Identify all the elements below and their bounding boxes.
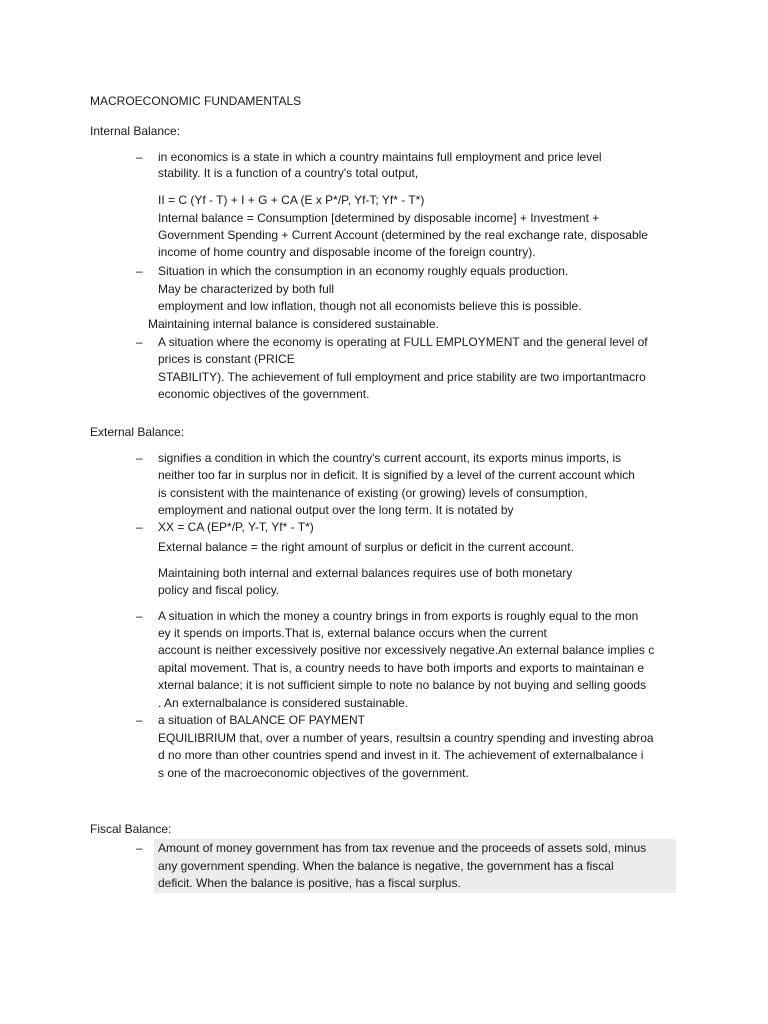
text-line: employment and national output over the long term. It is notated by [158,503,514,517]
text-line: Amount of money government has from tax revenue and the proceeds of assets sold, minus [158,841,647,855]
bullet-dash: – [136,451,143,465]
text-line: Government Spending + Current Account (determined by the real exchange rate, disposable [158,228,648,242]
text-line: income of home country and disposable income of the foreign country). [158,245,536,259]
text-line: economic objectives of the government. [158,387,370,401]
text-line: ey it spends on imports.That is, external balance occurs when the current [158,626,547,640]
internal-balance-heading: Internal Balance: [90,124,181,138]
text-line: Situation in which the consumption in an economy roughly equals production. [158,264,569,278]
text-line: A situation in which the money a country brings in from exports is roughly equal to the mon [158,609,639,623]
text-line: apital movement. That is, a country needs to have both imports and exports to maintainan e [158,661,645,675]
text-line: Maintaining both internal and external balances requires use of both monetary [158,566,573,580]
text-line: stability. It is a function of a country's total output, [158,166,419,180]
text-line: . An externalbalance is considered sustainable. [158,696,409,710]
text-line: Internal balance = Consumption [determined by disposable income] + Investment + [158,211,600,225]
text-line: May be characterized by both full [158,282,335,296]
bullet-dash: – [136,609,143,623]
text-line: d no more than other countries spend and invest in it. The achievement of externalbalance i [158,748,644,762]
bullet-dash: – [136,264,143,278]
text-line: Maintaining internal balance is considered sustainable. [148,317,439,331]
bullet-dash: – [136,520,143,534]
text-line: any government spending. When the balance is negative, the government has a fiscal [158,859,614,873]
text-line: neither too far in surplus nor in deficit. It is signified by a level of the current account which [158,468,635,482]
text-line: employment and low inflation, though not all economists believe this is possible. [158,299,582,313]
text-line: s one of the macroeconomic objectives of the government. [158,766,469,780]
text-line: prices is constant (PRICE [158,352,295,366]
external-balance-equation: XX = CA (EP*/P, Y-T, Yf* - T*) [158,520,314,534]
bullet-dash: – [136,335,143,349]
bullet-dash: – [136,150,143,164]
external-balance-heading: External Balance: [90,425,185,439]
text-line: a situation of BALANCE OF PAYMENT [158,713,365,727]
text-line: EQUILIBRIUM that, over a number of years, resultsin a country spending and investing abroa [158,731,654,745]
text-line: policy and fiscal policy. [158,583,280,597]
text-line: signifies a condition in which the country's current account, its exports minus imports, is [158,451,622,465]
text-line: is consistent with the maintenance of existing (or growing) levels of consumption, [158,486,588,500]
document-title: MACROECONOMIC FUNDAMENTALS [90,94,302,108]
text-line: deficit. When the balance is positive, has a fiscal surplus. [158,876,461,890]
text-line: A situation where the economy is operating at FULL EMPLOYMENT and the general level of [158,335,648,349]
text-line: in economics is a state in which a country maintains full employment and price level [158,150,602,164]
bullet-dash: – [136,713,143,727]
fiscal-balance-heading: Fiscal Balance: [90,822,172,836]
internal-balance-equation: II = C (Yf - T) + I + G + CA (E x P*/P, Yf-T; Yf* - T*) [158,193,425,207]
bullet-dash: – [136,841,143,855]
text-line: account is neither excessively positive nor excessively negative.An external balance implies c [158,643,655,657]
text-line: xternal balance; it is not sufficient simple to note no balance by not buying and selling goods [158,678,647,692]
text-line: STABILITY). The achievement of full employment and price stability are two importantmacro [158,370,646,384]
text-line: External balance = the right amount of surplus or deficit in the current account. [158,540,574,554]
